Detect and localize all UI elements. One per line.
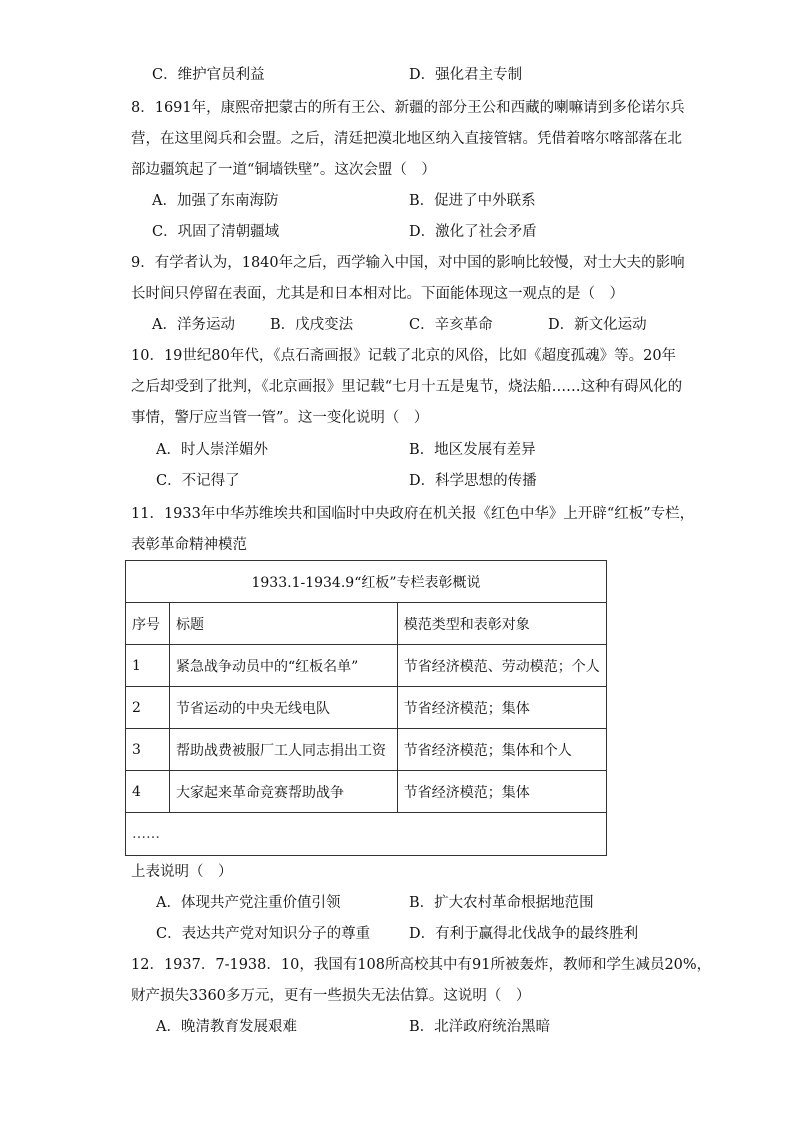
q9-option-b: B．戊戌变法 [270, 317, 354, 333]
table-caption: 1933.1-1934.9“红板”专栏表彰概说 [126, 561, 607, 603]
q8-option-c: C．巩固了清朝疆域 [152, 224, 280, 240]
q10-stem-line-1: 10．19世纪80年代，《点石斋画报》记载了北京的风俗，比如《超度孤魂》等。20年 [131, 348, 677, 364]
q8-stem-line-2: 营，在这里阅兵和会盟。之后，清廷把漠北地区纳入直接管辖。凭借着喀尔喀部落在北 [131, 131, 682, 147]
q11-option-a: A．体现共产党注重价值引领 [156, 895, 341, 911]
q8-option-b: B．促进了中外联系 [409, 193, 536, 209]
table-row [126, 645, 607, 687]
q8-stem-line-3: 部边疆筑起了一道“铜墙铁壁”。这次会盟（ ） [131, 162, 436, 178]
table-cell: 帮助战费被服厂工人同志捐出工资 [169, 729, 397, 771]
q11-option-b: B．扩大农村革命根据地范围 [409, 895, 594, 911]
table-cell: 大家起来革命竞赛帮助战争 [169, 771, 397, 813]
q10-option-b: B．地区发展有差异 [409, 442, 536, 458]
q10-stem-line-3: 事情，警厅应当管一管”。这一变化说明（ ） [131, 410, 429, 426]
table-cell: 1 [126, 645, 170, 687]
q10-option-a: A．时人崇洋媚外 [156, 442, 268, 458]
q11-award-table [125, 560, 607, 856]
table-cell: 节省经济模范；集体 [397, 771, 606, 813]
table-cell: 3 [126, 729, 170, 771]
q7-option-d: D．强化君主专制 [409, 67, 523, 83]
table-cell: 节省经济模范；集体和个人 [397, 729, 606, 771]
table-row-ellipsis [126, 813, 607, 856]
q8-option-a: A．加强了东南海防 [152, 193, 279, 209]
table-cell: 节省经济模范；集体 [397, 687, 606, 729]
table-header-row [126, 603, 607, 645]
table-cell: 节省经济模范、劳动模范；个人 [397, 645, 606, 687]
q10-option-c: C．不记得了 [156, 473, 240, 489]
q9-option-c: C．辛亥革命 [409, 317, 493, 333]
q8-stem-line-1: 8．1691年，康熙帝把蒙古的所有王公、新疆的部分王公和西藏的喇嘛请到多伦诺尔兵 [131, 100, 685, 116]
q10-option-d: D．科学思想的传播 [409, 473, 537, 489]
q12-stem-line-1: 12．1937．7-1938．10，我国有108所高校其中有91所被轰炸，教师和学生减员20%， [131, 957, 712, 973]
table-cell: 紧急战争动员中的“红板名单” [169, 645, 397, 687]
q12-stem-line-2: 财产损失3360多万元，更有一些损失无法估算。这说明（ ） [131, 988, 531, 1004]
q9-stem-line-1: 9．有学者认为，1840年之后，西学输入中国，对中国的影响比较慢，对士大夫的影响 [131, 255, 685, 271]
q11-stem-line-2: 表彰革命精神模范 [131, 537, 247, 553]
table-row [126, 729, 607, 771]
table-cell: 4 [126, 771, 170, 813]
q9-option-d: D．新文化运动 [548, 317, 647, 333]
q11-question-stem: 上表说明（ ） [131, 864, 233, 880]
q10-stem-line-2: 之后却受到了批判，《北京画报》里记载“七月十五是鬼节，烧法船……这种有碍风化的 [131, 379, 683, 395]
q11-option-c: C．表达共产党对知识分子的尊重 [156, 926, 371, 942]
table-row [126, 687, 607, 729]
table-row [126, 771, 607, 813]
q7-option-c: C．维护官员利益 [152, 67, 265, 83]
q8-option-d: D．激化了社会矛盾 [409, 224, 537, 240]
table-ellipsis: …… [126, 813, 607, 856]
q11-option-d: D．有利于赢得北伐战争的最终胜利 [409, 926, 639, 942]
q9-option-a: A．洋务运动 [152, 317, 235, 333]
q9-stem-line-2: 长时间只停留在表面，尤其是和日本相对比。下面能体现这一观点的是（ ） [131, 286, 624, 302]
table-header-cell: 模范类型和表彰对象 [397, 603, 606, 645]
q12-option-b: B．北洋政府统治黑暗 [409, 1019, 551, 1035]
table-header-cell: 标题 [169, 603, 397, 645]
table-header-cell: 序号 [126, 603, 170, 645]
q11-stem-line-1: 11．1933年中华苏维埃共和国临时中央政府在机关报《红色中华》上开辟“红板”专栏， [131, 506, 695, 522]
table-cell: 节省运动的中央无线电队 [169, 687, 397, 729]
table-cell: 2 [126, 687, 170, 729]
q12-option-a: A．晚清教育发展艰难 [156, 1019, 297, 1035]
